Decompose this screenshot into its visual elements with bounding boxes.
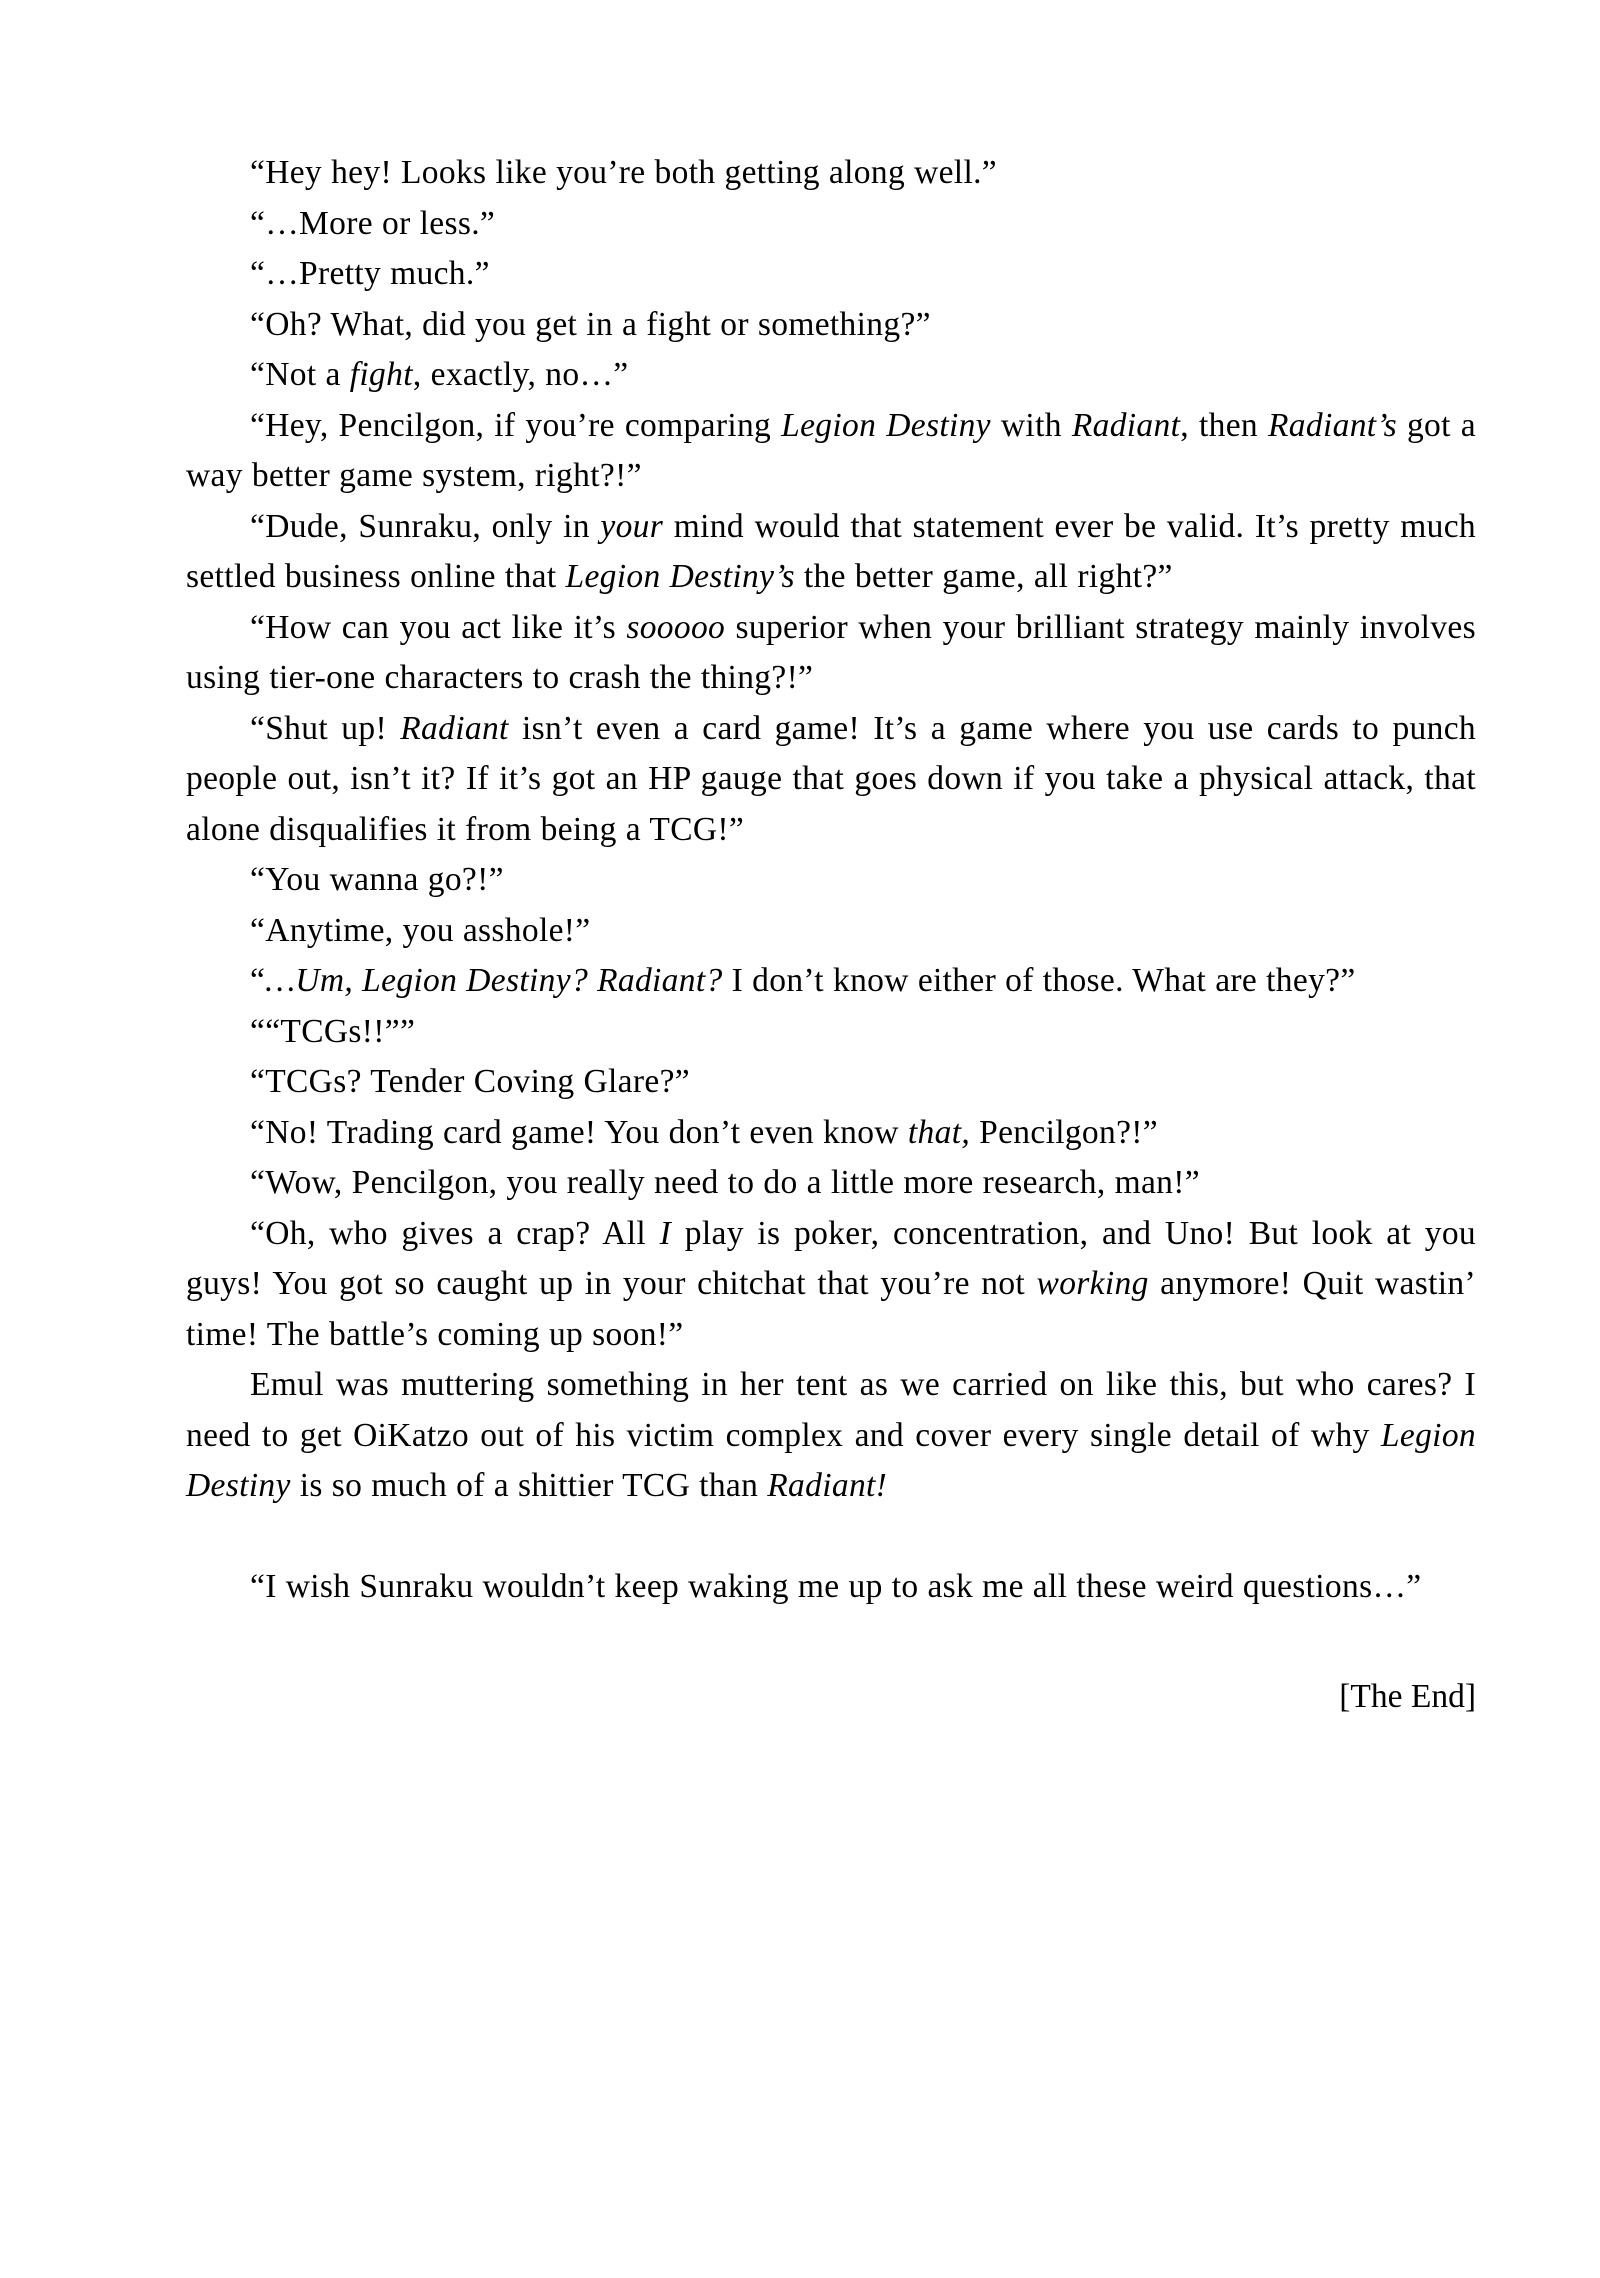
text-run: “Wow, Pencilgon, you really need to do a little more research, man!” [250,1164,1200,1201]
paragraph-10 [186,855,1476,906]
text-run: Radiant [400,709,509,747]
text-run: I [659,1214,672,1252]
text-run: Radiant [1071,406,1181,444]
paragraph-18 [186,1360,1476,1512]
text-run: Pencilgon?!” [970,1113,1159,1151]
paragraph-19 [186,1562,1476,1613]
text-run: , then [1180,406,1268,444]
text-run: “Oh, who gives a crap? All [250,1214,660,1252]
paragraph-2 [186,199,1476,250]
text-run: , exactly, no…” [412,356,629,393]
paragraph-9 [186,704,1476,856]
paragraph-3 [186,249,1476,300]
text-run: isn’t even a card game! It’s a game where you use cards to punch people out, isn’t it? If it’s got an HP gauge that goes down if you take a physical attack, that alone disqualifies it from being a TCG!” [186,709,1476,848]
text-run: “TCGs? Tender Coving Glare?” [250,1063,690,1100]
paragraph-17 [186,1209,1476,1361]
end-marker: [The End] [1339,1678,1476,1715]
text-run: Emul was muttering something in her tent as we carried on like this, but who cares? I need to get OiKatzo out of his victim complex and cover every single detail of why [186,1366,1476,1454]
text-column [186,148,1476,1723]
text-run: “Anytime, you asshole!” [250,911,591,949]
paragraph-12 [186,956,1476,1007]
text-run: Legion Destiny [781,406,991,444]
paragraph-11 [186,906,1476,957]
text-run: ““TCGs!!”” [250,1012,416,1050]
text-run: Radiant! [767,1467,888,1504]
paragraph-1 [186,148,1476,199]
text-run: is so much of a shittier TCG than [290,1467,768,1504]
paragraph-8 [186,603,1476,704]
text-run: “Dude, Sunraku, only in [250,507,601,545]
text-run: “…Pretty much.” [250,255,490,292]
text-run: “I wish Sunraku wouldn’t keep waking me up to ask me all these weird questions…” [250,1567,1422,1605]
text-run: got a way better game system, right?!” [186,406,1476,494]
text-run: …Um, Legion Destiny? Radiant? [265,962,723,999]
text-run: with [990,406,1072,444]
paragraph-15 [186,1108,1476,1159]
text-run: “How can you act like it’s [250,608,627,646]
text-run: play is poker, concentration, and Uno! But look at you guys! You got so caught up in your chitchat that you’re not [186,1214,1476,1302]
text-run: “You wanna go?!” [250,861,504,898]
text-run: anymore! Quit wastin’ time! The battle’s coming up soon!” [186,1265,1476,1353]
text-run: “Oh? What, did you get in a fight or something?” [250,305,931,343]
text-run: the better game, all right?” [794,558,1173,595]
text-run: “Not a [250,356,350,393]
text-run: Radiant’s [1268,406,1397,444]
text-run: sooooo [626,608,726,646]
text-run: working [1036,1265,1149,1302]
paragraph-5 [186,350,1476,401]
text-run: “Hey hey! Looks like you’re both getting along well.” [250,154,997,191]
paragraph-13 [186,1007,1476,1058]
end-block [186,1672,1476,1723]
text-run: “No! Trading card game! You don’t even know [250,1113,908,1151]
paragraph-4 [186,300,1476,351]
text-run: “Shut up! [250,709,401,747]
text-run: mind would that statement ever be valid. It’s pretty much settled business online that [186,507,1476,595]
text-run: I don’t know either of those. What are they?” [722,962,1356,999]
paragraph-6 [186,401,1476,502]
paragraph-16 [186,1158,1476,1209]
text-run: Legion Destiny’s [565,558,795,595]
paragraph-14 [186,1057,1476,1108]
text-run: “…More or less.” [250,204,496,242]
text-run: fight [349,356,413,393]
paragraph-7 [186,502,1476,603]
text-run: “Hey, Pencilgon, if you’re comparing [250,406,782,444]
text-run: your [600,507,664,545]
text-run: Legion Destiny [186,1416,1476,1504]
text-run: that, [907,1113,971,1151]
text-run: “ [250,962,266,999]
section-break [186,1512,1476,1562]
text-run: superior when your brilliant strategy mainly involves using tier-one characters to crash the thing?!” [186,608,1476,696]
